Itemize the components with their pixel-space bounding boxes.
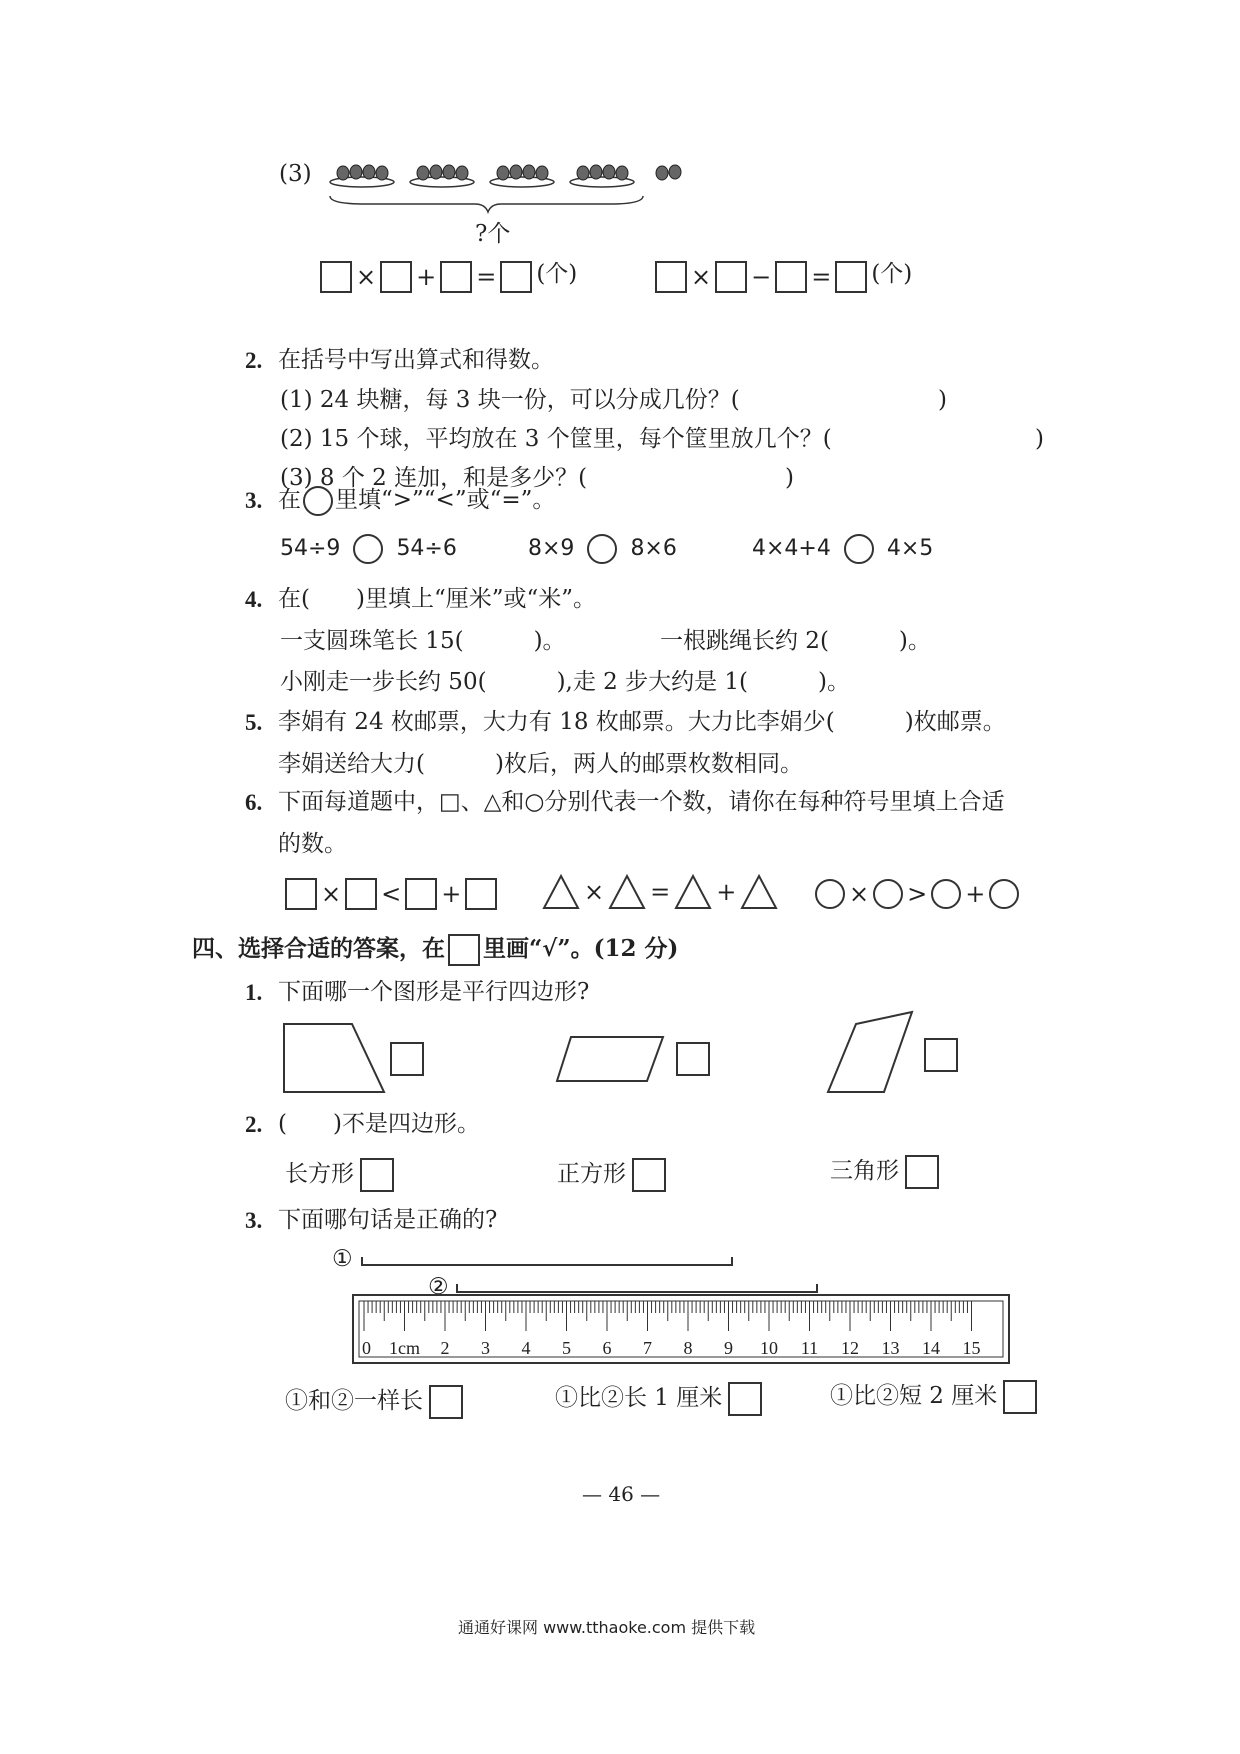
box-symbol [448, 934, 480, 966]
answer-box[interactable] [775, 261, 807, 293]
q4-title: 在( )里填上“厘米”或“米”。 [278, 586, 596, 612]
compare-3 [752, 534, 933, 564]
ruler [352, 1294, 1012, 1366]
segment-1-label: ① [332, 1246, 353, 1272]
option-label: ①和②一样长 [285, 1388, 423, 1414]
q6-line1: 下面每道题中，□、△和○分别代表一个数，请你在每种符号里填上合适 [278, 789, 1005, 815]
unit-label: (个) [536, 261, 578, 287]
answer-box[interactable] [380, 261, 412, 293]
ruler-label: 14 [922, 1338, 940, 1358]
answer-circle[interactable] [931, 879, 961, 909]
ruler-label: 1cm [389, 1338, 420, 1358]
ruler-label: 7 [643, 1338, 652, 1358]
answer-box[interactable] [835, 261, 867, 293]
compare-2 [528, 534, 677, 564]
segment-2-label: ② [428, 1274, 449, 1300]
choice-box[interactable] [390, 1042, 424, 1076]
triangle-equation [542, 874, 778, 910]
q4-text: )。 [818, 669, 851, 695]
plus-sign: + [416, 262, 437, 291]
q5-text: 李娟有 24 枚邮票，大力有 18 枚邮票。大力比李娟少( [278, 709, 835, 735]
q3-title [278, 486, 555, 516]
plus-sign: + [965, 880, 986, 908]
compare-1 [280, 534, 457, 564]
option-label: 长方形 [285, 1161, 354, 1187]
q4-text: )。 [533, 628, 566, 654]
equation-a [320, 260, 577, 293]
s4q2-title: ( )不是四边形。 [278, 1111, 480, 1137]
compare-right: 4×5 [886, 536, 934, 561]
ruler-label: 4 [521, 1338, 531, 1358]
ruler-label: 11 [800, 1338, 819, 1358]
equals-sign: = [650, 878, 671, 906]
q4-text: ),走 2 步大约是 1( [556, 669, 749, 695]
question-number: 1. [245, 980, 263, 1005]
ruler-label: 12 [841, 1338, 859, 1358]
triangle-icon[interactable] [740, 874, 778, 910]
q4-text: )。 [898, 628, 931, 654]
paren-close: ) [938, 387, 947, 413]
plus-sign: + [441, 880, 462, 908]
times-sign: × [356, 262, 377, 291]
compare-circle[interactable] [587, 534, 617, 564]
answer-box[interactable] [320, 261, 352, 293]
paren-close: ) [785, 465, 794, 491]
ruler-label: 5 [562, 1338, 571, 1358]
parallelogram-wide-shape [555, 1035, 665, 1083]
q3-title-b: 里填“>”“<”或“=”。 [335, 487, 556, 513]
brace-label: ?个 [475, 221, 511, 247]
q1-3-label: (3) [279, 161, 312, 187]
circle-equation [815, 879, 1019, 909]
parallelogram-tall-shape [826, 1010, 914, 1094]
answer-box[interactable] [715, 261, 747, 293]
option-shorter [830, 1380, 1037, 1414]
question-number: 2. [245, 1112, 263, 1137]
answer-box[interactable] [500, 261, 532, 293]
q2-item-2: (2) 15 个球，平均放在 3 个筐里，每个筐里放几个？( [280, 426, 832, 452]
segment-1-line [360, 1253, 735, 1269]
choice-box[interactable] [1003, 1380, 1037, 1414]
option-equal [285, 1385, 463, 1419]
footer-credit: 通通好课网 www.tthaoke.com 提供下载 [458, 1618, 756, 1637]
answer-box[interactable] [405, 878, 437, 910]
compare-left: 8×9 [528, 536, 575, 561]
option-triangle [830, 1155, 939, 1189]
question-number: 5. [245, 710, 263, 735]
choice-box[interactable] [728, 1382, 762, 1416]
q5-line2 [278, 750, 803, 778]
compare-right: 8×6 [630, 536, 677, 561]
q4-line1-right [660, 627, 931, 655]
option-label: ①比②长 1 厘米 [555, 1385, 723, 1411]
q4-line2 [280, 668, 850, 696]
equals-sign: = [811, 262, 832, 291]
ruler-label: 9 [724, 1338, 733, 1358]
compare-circle[interactable] [844, 534, 874, 564]
q6-line2: 的数。 [278, 831, 347, 857]
answer-box[interactable] [285, 878, 317, 910]
triangle-icon[interactable] [542, 874, 580, 910]
question-number: 6. [245, 790, 263, 815]
q4-text: 一根跳绳长约 2( [660, 628, 829, 654]
ruler-label: 10 [760, 1338, 778, 1358]
times-sign: × [321, 880, 342, 908]
times-sign: × [849, 880, 870, 908]
equation-b [655, 260, 912, 293]
question-number: 2. [245, 348, 263, 373]
q5-text: )枚邮票。 [904, 709, 1006, 735]
s4q3-title: 下面哪句话是正确的? [278, 1207, 498, 1233]
compare-left: 4×4+4 [752, 536, 831, 561]
option-label: ①比②短 2 厘米 [830, 1383, 998, 1409]
greater-than-sign: > [907, 880, 928, 908]
q2-item-1: (1) 24 块糖，每 3 块一份，可以分成几份？( [280, 387, 740, 413]
times-sign: × [584, 878, 605, 906]
unit-label: (个) [871, 261, 913, 287]
question-number: 3. [245, 1208, 263, 1233]
section-title-b: 里画“√”。(12 分) [483, 935, 679, 962]
compare-right: 54÷6 [396, 536, 457, 561]
q3-title-a: 在 [278, 487, 301, 513]
answer-box[interactable] [440, 261, 472, 293]
ruler-label: 3 [481, 1338, 490, 1358]
square-equation [285, 878, 497, 910]
answer-box[interactable] [655, 261, 687, 293]
choice-box[interactable] [360, 1158, 394, 1192]
q4-line1 [280, 627, 566, 655]
answer-box[interactable] [345, 878, 377, 910]
option-label: 正方形 [557, 1161, 626, 1187]
ruler-label: 2 [440, 1338, 450, 1358]
answer-circle[interactable] [815, 879, 845, 909]
plus-sign: + [716, 878, 737, 906]
option-longer [555, 1382, 762, 1416]
q5-line1 [278, 708, 1006, 736]
answer-circle[interactable] [989, 879, 1019, 909]
s4q1-title: 下面哪一个图形是平行四边形? [278, 979, 590, 1005]
ruler-label: 0 [362, 1338, 371, 1358]
compare-left: 54÷9 [280, 536, 341, 561]
choice-box[interactable] [905, 1155, 939, 1189]
answer-box[interactable] [465, 878, 497, 910]
trapezoid-shape [282, 1022, 387, 1094]
ruler-label: 8 [683, 1338, 693, 1358]
q5-text: 李娟送给大力( [278, 751, 425, 777]
answer-circle[interactable] [873, 879, 903, 909]
q4-text: 小刚走一步长约 50( [280, 669, 487, 695]
times-sign: × [691, 262, 712, 291]
triangle-icon[interactable] [608, 874, 646, 910]
choice-box[interactable] [429, 1385, 463, 1419]
minus-sign: − [751, 262, 772, 291]
ruler-label: 13 [881, 1338, 900, 1358]
ruler-label: 15 [962, 1338, 981, 1358]
ruler-label: 6 [602, 1338, 612, 1358]
q2-item-3: (3) 8 个 2 连加，和是多少？( [280, 465, 588, 491]
circle-symbol [303, 486, 333, 516]
triangle-icon[interactable] [674, 874, 712, 910]
choice-box[interactable] [632, 1158, 666, 1192]
equals-sign: = [476, 262, 497, 291]
option-rectangle [285, 1158, 394, 1192]
option-square [557, 1158, 666, 1192]
q2-title: 在括号中写出算式和得数。 [278, 347, 554, 373]
choice-box[interactable] [676, 1042, 710, 1076]
option-label: 三角形 [830, 1158, 899, 1184]
page-number: — 46 — [582, 1482, 661, 1506]
paren-close: ) [1035, 426, 1044, 452]
question-number: 3. [245, 488, 263, 513]
q4-text: 一支圆珠笔长 15( [280, 628, 464, 654]
section-title-a: 四、选择合适的答案，在 [192, 935, 445, 962]
choice-box[interactable] [924, 1038, 958, 1072]
section-4-title [192, 930, 678, 966]
compare-circle[interactable] [353, 534, 383, 564]
less-than-sign: < [381, 880, 402, 908]
q5-text: )枚后，两人的邮票枚数相同。 [494, 751, 803, 777]
question-number: 4. [245, 587, 263, 612]
